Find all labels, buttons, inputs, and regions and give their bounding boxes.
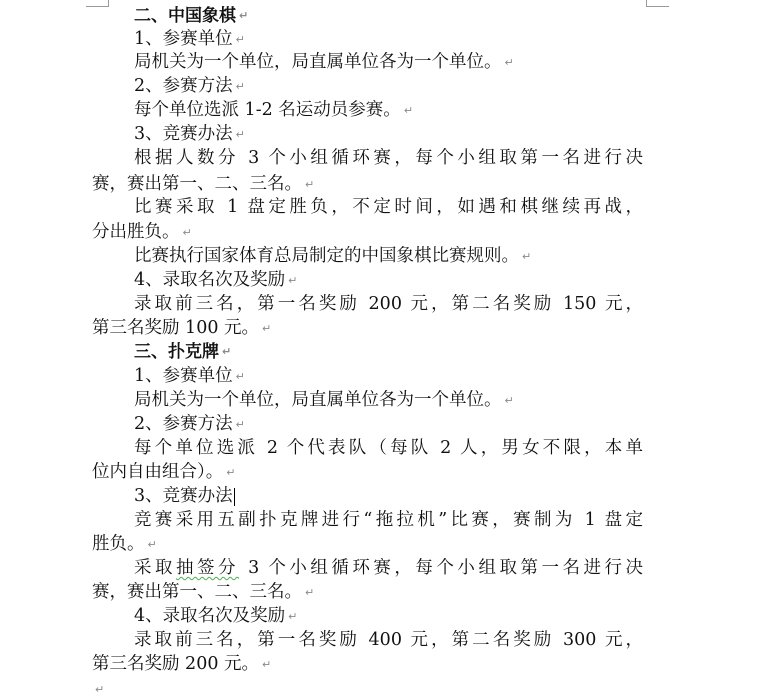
paragraph-mark-icon	[262, 315, 271, 343]
paragraph-mark-icon	[305, 579, 314, 607]
poker-unit-title: 1、参赛单位↵	[134, 362, 245, 390]
paragraph-mark-icon	[404, 97, 413, 125]
chess-unit-title: 1、参赛单位↵	[134, 25, 245, 53]
chess-rules-paragraph-2-line-2: 分出胜负。↵	[92, 218, 192, 246]
chess-rules-paragraph-2-line-1: 比赛采取 1 盘定胜负，不定时间，如遇和棋继续再战，	[134, 197, 643, 217]
chess-award-line-2: 第三名奖励 100 元。↵	[92, 314, 271, 342]
paragraph-mark-icon	[505, 387, 514, 415]
chess-award-line-1: 录取前三名，第一名奖励 200 元，第二名奖励 150 元，	[134, 294, 643, 314]
paragraph-mark-icon	[505, 49, 514, 77]
poker-rules-paragraph-1-line-1: 竞赛采用五副扑克牌进行“拖拉机”比赛，赛制为 1 盘定	[134, 510, 643, 530]
chess-rules-paragraph-3: 比赛执行国家体育总局制定的中国象棋比赛规则。↵	[134, 242, 531, 270]
section-heading-chinese-chess: 二、中国象棋↵	[134, 2, 248, 30]
chess-award-title: 4、录取名次及奖励↵	[134, 266, 297, 294]
poker-award-line-2: 第三名奖励 200 元。↵	[92, 650, 271, 678]
chess-rules-paragraph-1-line-1: 根据人数分 3 个小组循环赛，每个小组取第一名进行决	[134, 148, 643, 168]
text-cursor	[234, 488, 235, 506]
poker-unit-text: 局机关为一个单位，局直属单位各为一个单位。↵	[134, 386, 514, 414]
paragraph-mark-icon	[522, 243, 531, 271]
poker-award-title: 4、录取名次及奖励↵	[134, 602, 297, 630]
paragraph-mark-icon	[262, 651, 271, 679]
chess-method-title: 2、参赛方法↵	[134, 72, 245, 100]
poker-rules-paragraph-2-line-2: 赛，赛出第一、二、三名。↵	[92, 578, 314, 606]
poker-method-title: 2、参赛方法↵	[134, 410, 245, 438]
poker-rules-title: 3、竞赛办法	[134, 486, 233, 506]
poker-rules-paragraph-1-line-2: 胜负。↵	[92, 530, 157, 558]
chess-method-text: 每个单位选派 1-2 名运动员参赛。↵	[134, 96, 413, 124]
chess-unit-text: 局机关为一个单位，局直属单位各为一个单位。↵	[134, 48, 514, 76]
margin-corner-right	[646, 0, 669, 7]
spelling-underline[interactable]: 抽签分	[176, 558, 240, 578]
chess-rules-paragraph-1-line-2: 赛，赛出第一、二、三名。↵	[92, 170, 314, 198]
poker-method-line-1: 每个单位选派 2 个代表队（每队 2 人，男女不限，本单	[134, 438, 643, 458]
chess-rules-title: 3、竞赛办法↵	[134, 120, 245, 148]
section-heading-poker: 三、扑克牌↵	[134, 338, 231, 366]
poker-award-line-1: 录取前三名，第一名奖励 400 元，第二名奖励 300 元，	[134, 630, 643, 650]
margin-corner-left	[86, 0, 109, 7]
poker-method-line-2: 位内自由组合）。↵	[92, 458, 235, 486]
paragraph-mark-icon	[95, 683, 104, 696]
poker-rules-paragraph-2-line-1: 采取抽签分 3 个小组循环赛，每个小组取第一名进行决	[134, 558, 644, 578]
